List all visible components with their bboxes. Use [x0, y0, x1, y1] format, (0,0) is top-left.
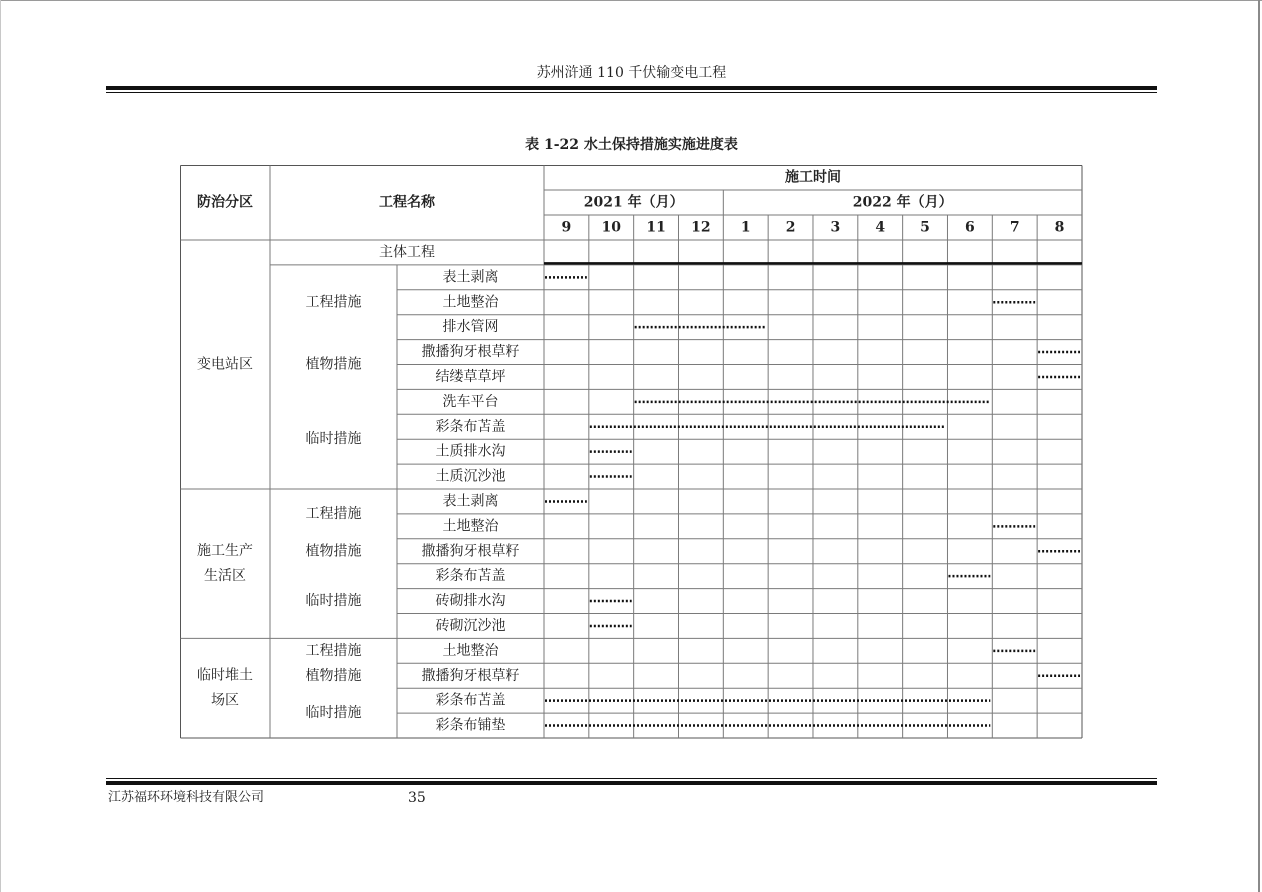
main-works-label: 主体工程	[379, 244, 435, 261]
measure-label: 土地整治	[442, 294, 499, 311]
category-label: 工程措施	[305, 294, 362, 311]
measure-label: 结缕草草坪	[435, 368, 506, 385]
header-year-2022: 2022 年（月）	[852, 194, 953, 211]
measure-label: 彩条布苫盖	[435, 568, 506, 585]
header-rule-thick	[106, 86, 1157, 90]
month-label: 11	[646, 219, 666, 236]
category-label: 工程措施	[305, 642, 362, 659]
header-construction-time: 施工时间	[785, 169, 841, 186]
measure-label: 撒播狗牙根草籽	[421, 344, 520, 361]
measure-label: 表土剥离	[442, 493, 499, 510]
category-label: 工程措施	[305, 505, 362, 522]
measure-label: 土地整治	[442, 518, 499, 535]
measure-label: 土地整治	[442, 642, 499, 659]
header-zone: 防治分区	[197, 194, 253, 211]
page-number: 35	[408, 790, 426, 806]
zone-label: 场区	[211, 692, 239, 709]
measure-label: 撒播狗牙根草籽	[421, 543, 520, 560]
measure-label: 表土剥离	[442, 269, 499, 286]
month-label: 7	[1009, 219, 1020, 236]
category-label: 临时措施	[305, 431, 362, 448]
measure-label: 排水管网	[442, 319, 499, 336]
table-caption: 表 1-22 水土保持措施实施进度表	[525, 137, 738, 153]
zone-label: 施工生产	[197, 543, 253, 560]
footer-rule-thin	[106, 778, 1157, 779]
month-label: 12	[691, 219, 711, 236]
header-year-2021: 2021 年（月）	[583, 194, 684, 211]
category-label: 临时措施	[305, 705, 362, 722]
footer-company: 江苏福环环境科技有限公司	[108, 790, 265, 805]
measure-label: 砖砌排水沟	[435, 593, 506, 610]
measure-label: 撒播狗牙根草籽	[421, 667, 520, 684]
category-label: 临时措施	[305, 593, 362, 610]
month-label: 2	[785, 219, 796, 236]
header-project: 工程名称	[379, 194, 435, 211]
month-label: 9	[561, 219, 572, 236]
measure-label: 土质沉沙池	[435, 468, 506, 485]
document-header-title: 苏州浒通 110 千伏输变电工程	[536, 65, 727, 81]
footer-rule-thick	[106, 781, 1157, 785]
zone-label: 变电站区	[197, 356, 253, 373]
page-edge-left	[0, 0, 1, 892]
measure-label: 砖砌沉沙池	[435, 617, 506, 634]
month-label: 6	[965, 219, 975, 236]
month-label: 5	[920, 219, 930, 236]
schedule-table	[180, 165, 1084, 741]
page-edge-right	[1258, 0, 1260, 892]
month-label: 10	[601, 219, 621, 236]
measure-label: 彩条布苫盖	[435, 418, 506, 435]
month-label: 8	[1054, 219, 1065, 236]
zone-label: 生活区	[204, 568, 246, 585]
header-rule-thin	[106, 92, 1157, 93]
measure-label: 洗车平台	[442, 393, 499, 410]
measure-label: 彩条布苫盖	[435, 692, 506, 709]
month-label: 4	[875, 219, 886, 236]
category-label: 植物措施	[305, 667, 362, 684]
category-label: 植物措施	[305, 356, 362, 373]
measure-label: 土质排水沟	[435, 443, 506, 460]
zone-label: 临时堆土	[197, 667, 253, 684]
month-label: 1	[740, 219, 751, 236]
category-label: 植物措施	[305, 543, 362, 560]
month-label: 3	[830, 219, 841, 236]
measure-label: 彩条布铺垫	[435, 717, 506, 734]
page-edge-top	[0, 0, 1262, 1]
